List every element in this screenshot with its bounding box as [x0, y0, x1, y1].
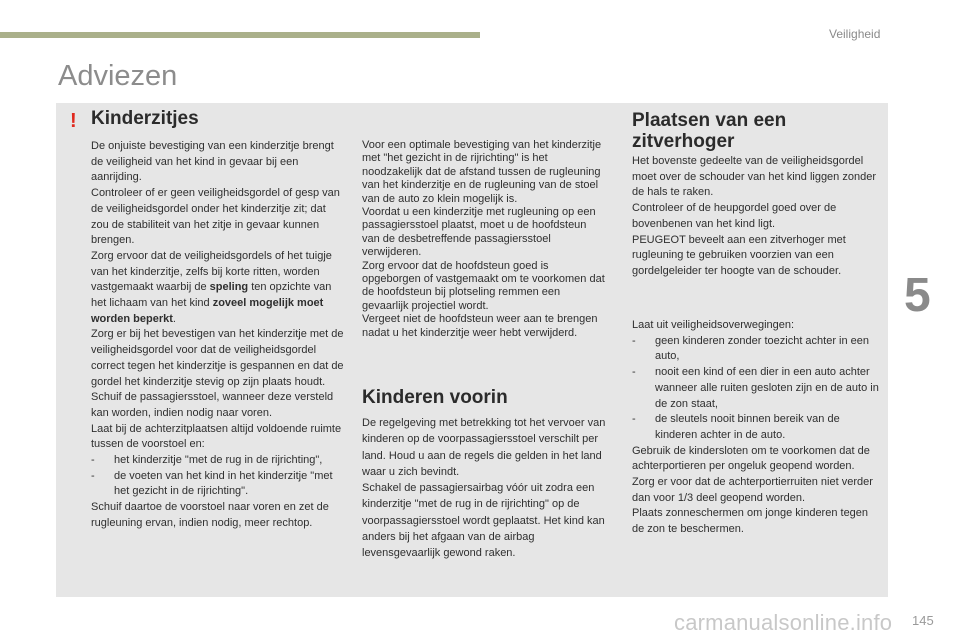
paragraph: Controleer of er geen veiligheidsgordel of gesp van de veiligheidsgordel onder het kinderzitje zit; dat zou de stabiliteit van het zitje in gevaar kunnen brengen.	[91, 187, 340, 247]
paragraph: Zorg ervoor dat de hoofdsteun goed is opgeborgen of vastgemaakt om te voorkomen dat de hoofdsteun bij plotseling remmen een gevaarlijk projectiel wordt.	[362, 259, 605, 312]
paragraph: Schakel de passagiersairbag vóór uit zodra een kinderzitje "met de rug in de rijrichting" op de voorpassagiersstoel wordt geplaatst. Het kind kan anders bij het afgaan van de airbag levensgevaarlijk gewond raken.	[362, 482, 605, 560]
paragraph: Zorg er voor dat de achterportierruiten niet verder dan voor 1/3 deel geopend worden.	[632, 476, 873, 504]
page-title: Adviezen	[58, 60, 178, 92]
list-item: - geen kinderen zonder toezicht achter in een auto,	[632, 334, 870, 363]
list-item: - de sleutels nooit binnen bereik van de kinderen achter in de auto.	[632, 413, 840, 441]
list-item: - de voeten van het kind in het kinderzitje "met het gezicht in de rijrichting".	[91, 469, 333, 498]
paragraph: PEUGEOT beveelt aan een zitverhoger met rugleuning te gebruiken voorzien van een gordelgeleider ter hoogte van de schouder.	[632, 233, 846, 277]
zitverhoger-heading: Plaatsen van een zitverhoger	[632, 110, 787, 152]
paragraph: Voordat u een kinderzitje met rugleuning op een passagiersstoel plaatst, moet u de hoofdsteun van de desbetreffende passagiersstoel verwijderen.	[362, 206, 596, 259]
list-item: - nooit een kind of een dier in een auto achter wanneer alle ruiten gesloten zijn en de auto in de zon staat,	[632, 366, 879, 410]
paragraph: Laat bij de achterzitplaatsen altijd voldoende ruimte tussen de voorstoel en:	[91, 422, 342, 451]
paragraph: De onjuiste bevestiging van een kinderzitje brengt de veiligheid van het kind in gevaar bij een aanrijding.	[91, 140, 334, 184]
safety-advice-body	[632, 318, 882, 538]
list-item: - het kinderzitje "met de rug in de rijrichting",	[91, 454, 323, 467]
kinderen-voorin-heading: Kinderen voorin	[362, 387, 508, 408]
paragraph: Gebruik de kindersloten om te voorkomen dat de achterportieren per ongeluk geopend worden.	[632, 444, 870, 473]
paragraph: Controleer of de heupgordel goed over de bovenbenen van het kind ligt.	[632, 202, 837, 230]
section-label: Veiligheid	[829, 27, 881, 41]
paragraph: Schuif daartoe de voorstoel naar voren en zet de rugleuning ervan, indien nodig, meer rechtop.	[91, 501, 329, 529]
page-number: 145	[912, 613, 934, 628]
paragraph: Laat uit veiligheidsoverwegingen:	[632, 319, 795, 331]
watermark: carmanualsonline.info	[674, 610, 893, 635]
exclamation-warning-icon: !	[70, 110, 77, 132]
zitverhoger-body	[632, 154, 882, 280]
kinderzitjes-column-2	[362, 139, 607, 340]
chapter-number: 5	[904, 269, 931, 322]
kinderzitjes-column-1	[91, 139, 346, 532]
kinderzitjes-heading: Kinderzitjes	[91, 108, 199, 129]
kinderen-voorin-body	[362, 415, 610, 562]
paragraph: Plaats zonneschermen om jonge kinderen tegen de zon te beschermen.	[632, 507, 869, 536]
paragraph: Vergeet niet de hoofdsteun weer aan te brengen nadat u het kinderzitje weer hebt verwijderd.	[362, 313, 598, 339]
paragraph: De regelgeving met betrekking tot het vervoer van kinderen op de voorpassagiersstoel verschilt per land. Houd u aan de regels die gelden in het land waar u zich bevindt.	[362, 417, 606, 478]
paragraph: Voor een optimale bevestiging van het kinderzitje met "het gezicht in de rijrichting" is het noodzakelijk dat de afstand tussen de rugleuning van het kinderzitje en de rugleuning van de stoel van de auto zo klein mogelijk is.	[362, 139, 602, 205]
paragraph: Het bovenste gedeelte van de veiligheidsgordel moet over de schouder van het kind liggen zonder de hals te raken.	[632, 155, 876, 199]
header-accent-bar	[0, 32, 480, 38]
paragraph: Zorg ervoor dat de veiligheidsgordels of het tuigje van het kinderzitje, zelfs bij korte ritten, worden vastgemaakt waarbij de speling ten opzichte van het lichaam van het kind zoveel mogelijk moet worden beperkt.	[91, 249, 332, 325]
paragraph: Zorg er bij het bevestigen van het kinderzitje met de veiligheidsgordel voor dat de veiligheidsgordel correct tegen het kinderzitje is gespannen en dat de gordel het kinderzitje stevig op zijn plaats houdt. Schuif de passagiersstoel, wanneer deze versteld kan worden, indien nodig naar voren.	[91, 328, 344, 419]
